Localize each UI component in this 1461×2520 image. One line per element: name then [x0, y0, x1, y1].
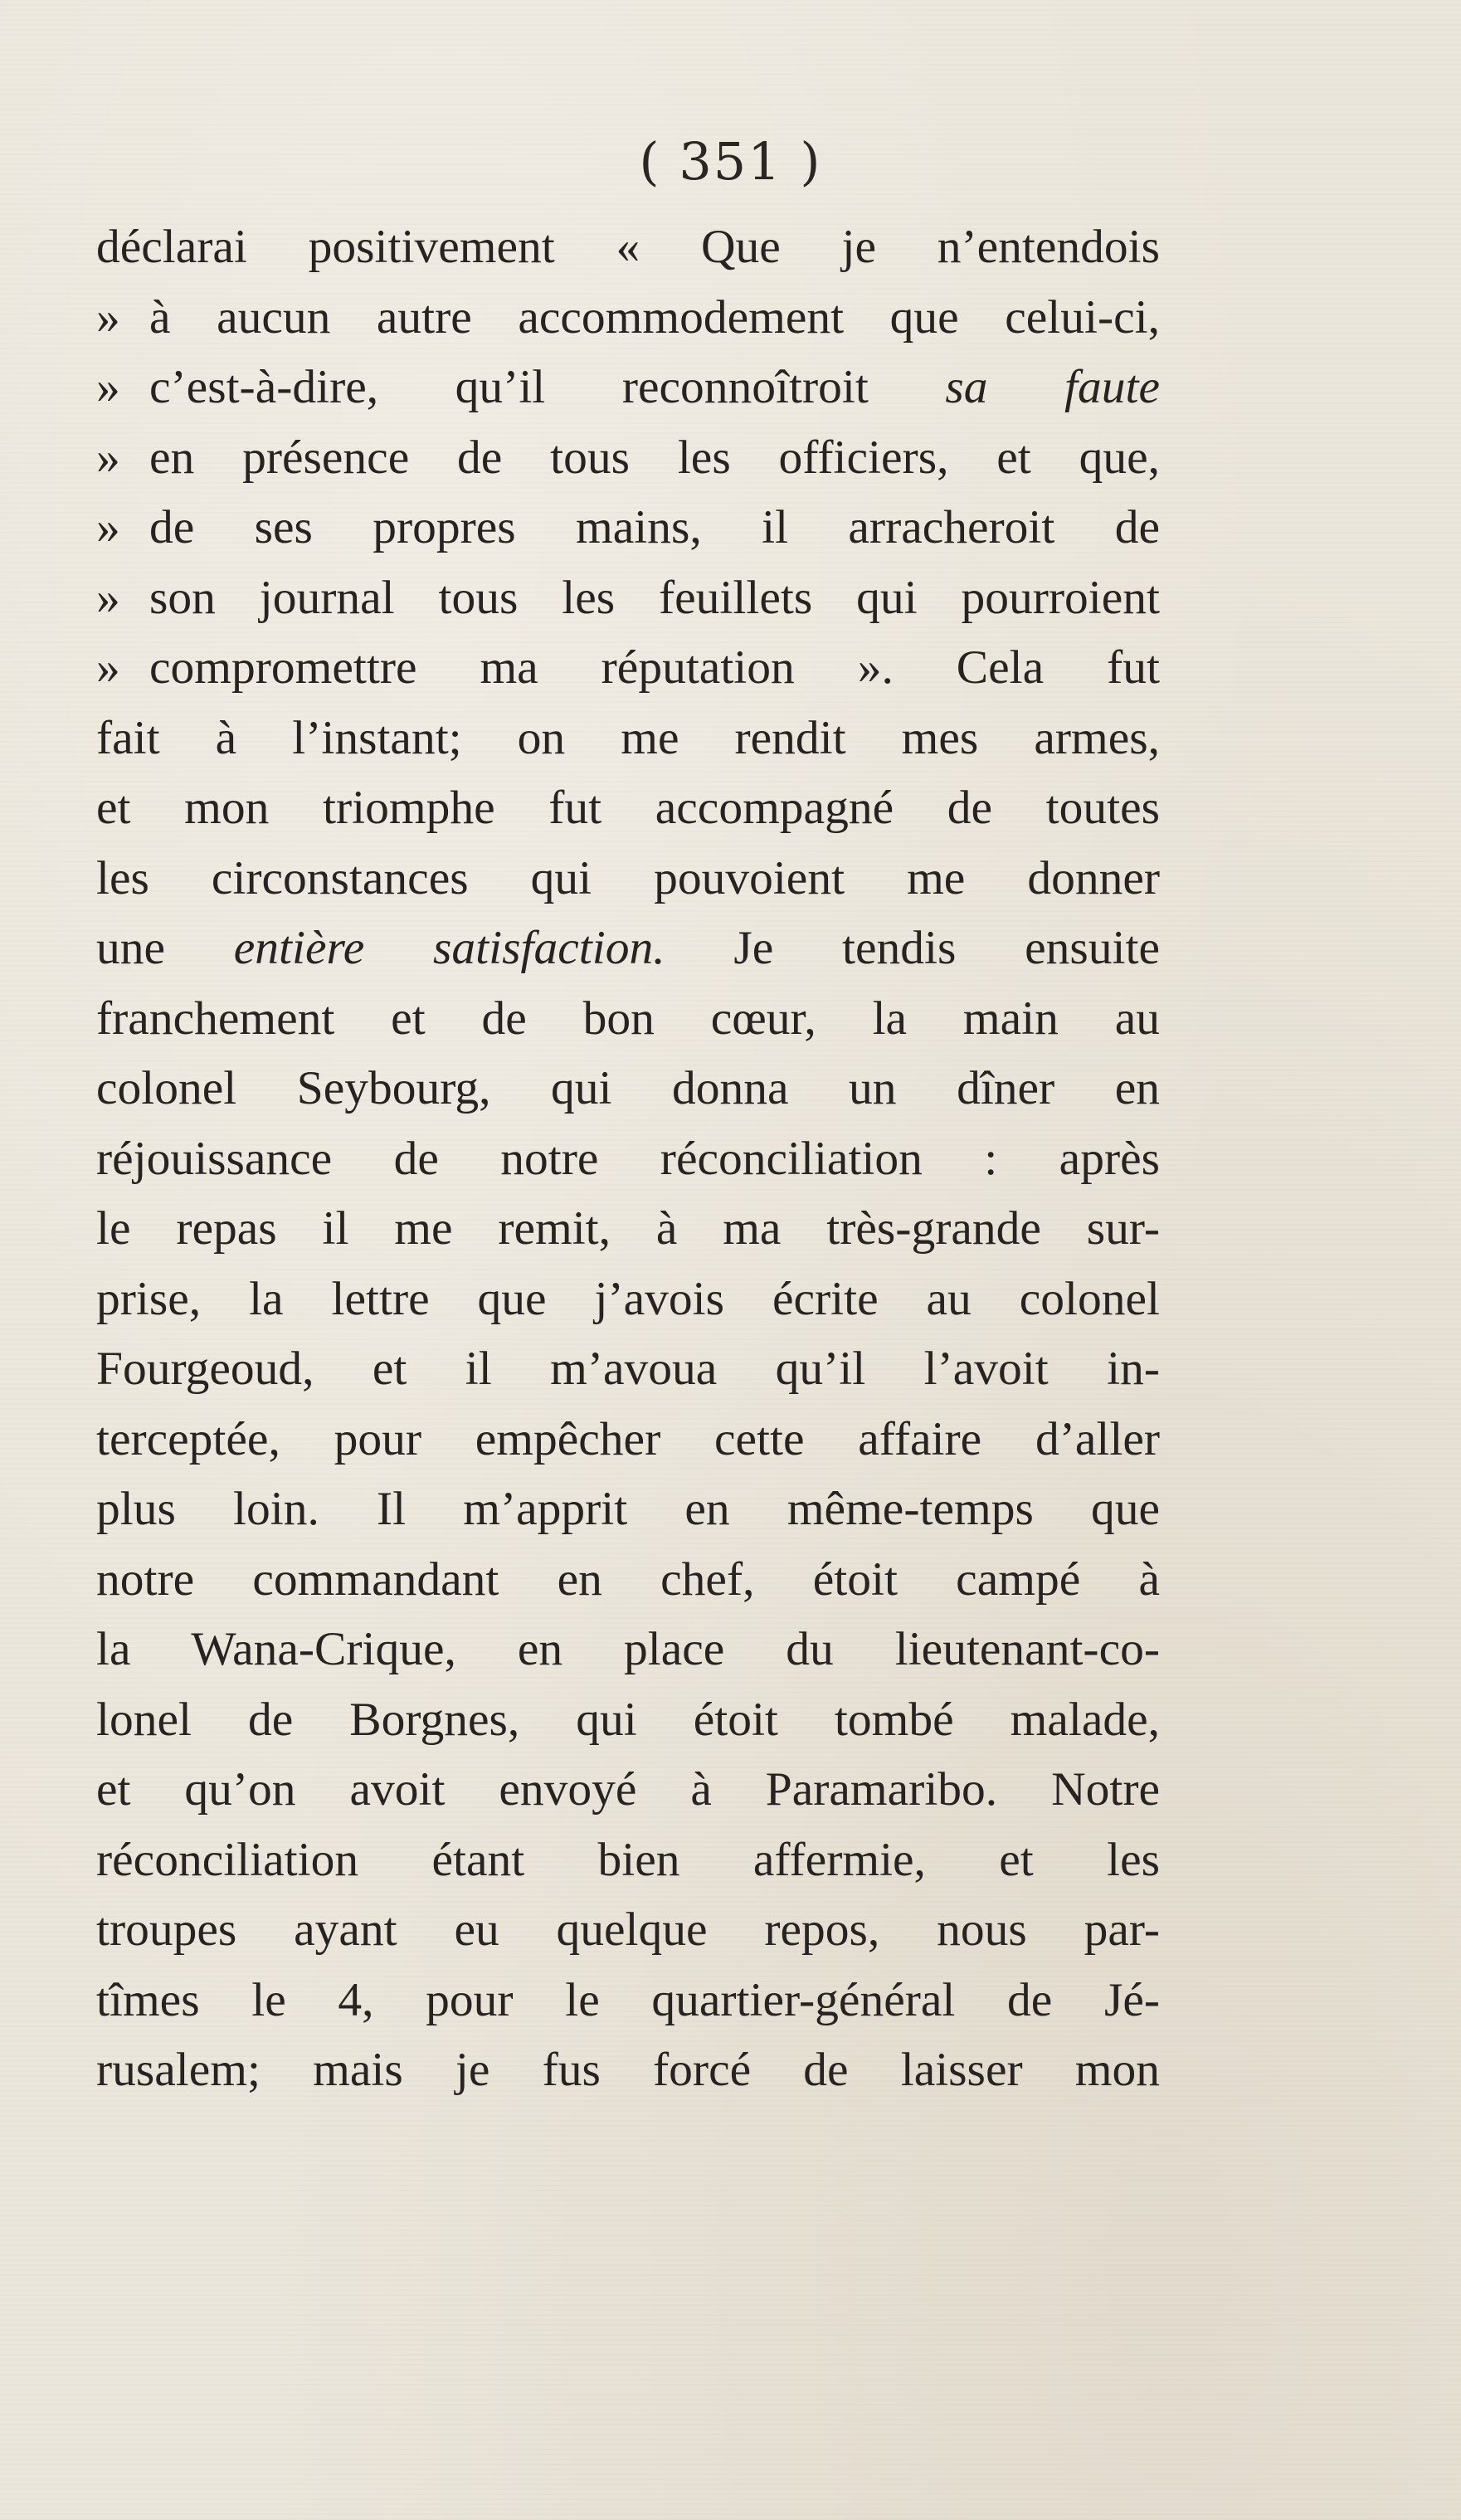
- text-segment: le repas il me remit, à ma très-grande sur-: [96, 1202, 1160, 1255]
- text-segment: lonel de Borgnes, qui étoit tombé malade,: [96, 1693, 1160, 1746]
- text-line: [96, 2035, 1160, 2106]
- quote-mark: »: [96, 571, 120, 624]
- text-segment: colonel Seybourg, qui donna un dîner en: [96, 1062, 1160, 1114]
- text-segment: une: [96, 922, 234, 974]
- text-line: [96, 914, 1160, 984]
- text-line: [96, 283, 1160, 353]
- text-segment: réjouissance de notre réconciliation : après: [96, 1132, 1160, 1185]
- text-line: [96, 844, 1160, 914]
- text-segment: et qu’on avoit envoyé à Paramaribo. Notre: [96, 1763, 1160, 1816]
- text-segment: rusalem; mais je fus forcé de laisser mon: [96, 2044, 1160, 2096]
- text-line: [96, 1194, 1160, 1265]
- text-line: [96, 1265, 1160, 1335]
- text-line: [96, 1334, 1160, 1405]
- text-line: [96, 212, 1160, 283]
- text-line: [96, 423, 1160, 494]
- text-line: [96, 1615, 1160, 1685]
- text-line: [96, 563, 1160, 634]
- text-segment: à aucun autre accommodement que celui-ci,: [149, 290, 1160, 344]
- text-segment: prise, la lettre que j’avois écrite au colonel: [96, 1272, 1160, 1325]
- text-segment: réconciliation étant bien affermie, et les: [96, 1833, 1160, 1886]
- quote-mark: »: [96, 641, 120, 694]
- text-segment: déclarai positivement « Que je n’entendois: [96, 221, 1160, 273]
- quote-mark: »: [96, 501, 120, 553]
- text-line: [96, 773, 1160, 844]
- text-line: [96, 1124, 1160, 1195]
- text-segment: franchement et de bon cœur, la main au: [96, 992, 1160, 1045]
- text-segment: troupes ayant eu quelque repos, nous par-: [96, 1903, 1160, 1956]
- text-segment: c’est-à-dire, qu’il reconnoîtroit: [149, 361, 946, 413]
- body-text: [96, 212, 1160, 2106]
- text-line: [96, 1474, 1160, 1545]
- text-segment: notre commandant en chef, étoit campé à: [96, 1552, 1160, 1606]
- quote-mark: »: [96, 431, 120, 484]
- text-segment: plus loin. Il m’apprit en même-temps que: [96, 1483, 1160, 1535]
- text-line: [96, 493, 1160, 563]
- text-line: [96, 1966, 1160, 2036]
- quote-mark: »: [96, 361, 120, 413]
- text-segment: Fourgeoud, et il m’avoua qu’il l’avoit in-: [96, 1343, 1160, 1395]
- text-line: [96, 1685, 1160, 1756]
- text-segment: les circonstances qui pouvoient me donner: [96, 851, 1160, 904]
- text-segment: de ses propres mains, il arracheroit de: [149, 501, 1160, 553]
- quote-mark: »: [96, 290, 120, 344]
- text-line: [96, 1895, 1160, 1966]
- text-line: [96, 984, 1160, 1055]
- text-line: [96, 1054, 1160, 1124]
- text-segment: compromettre ma réputation ». Cela fut: [149, 641, 1160, 694]
- text-segment: en présence de tous les officiers, et que,: [149, 431, 1160, 484]
- text-line: [96, 1755, 1160, 1825]
- text-segment: Je tendis ensuite: [665, 922, 1160, 974]
- text-line: [96, 353, 1160, 423]
- text-segment: la Wana-Crique, en place du lieutenant-co-: [96, 1623, 1160, 1675]
- text-line: [96, 633, 1160, 704]
- page-number: ( 351 ): [639, 131, 822, 192]
- text-segment: tîmes le 4, pour le quartier-général de Jé-: [96, 1973, 1160, 2026]
- italic-text: sa faute: [945, 361, 1160, 413]
- text-segment: terceptée, pour empêcher cette affaire d’aller: [96, 1412, 1160, 1465]
- text-line: [96, 1405, 1160, 1475]
- text-line: [96, 704, 1160, 774]
- text-segment: fait à l’instant; on me rendit mes armes,: [96, 711, 1160, 764]
- text-segment: son journal tous les feuillets qui pourroient: [149, 571, 1160, 624]
- italic-text: entière satisfaction.: [233, 922, 665, 974]
- text-line: [96, 1825, 1160, 1896]
- text-line: [96, 1545, 1160, 1616]
- text-segment: et mon triomphe fut accompagné de toutes: [96, 782, 1160, 834]
